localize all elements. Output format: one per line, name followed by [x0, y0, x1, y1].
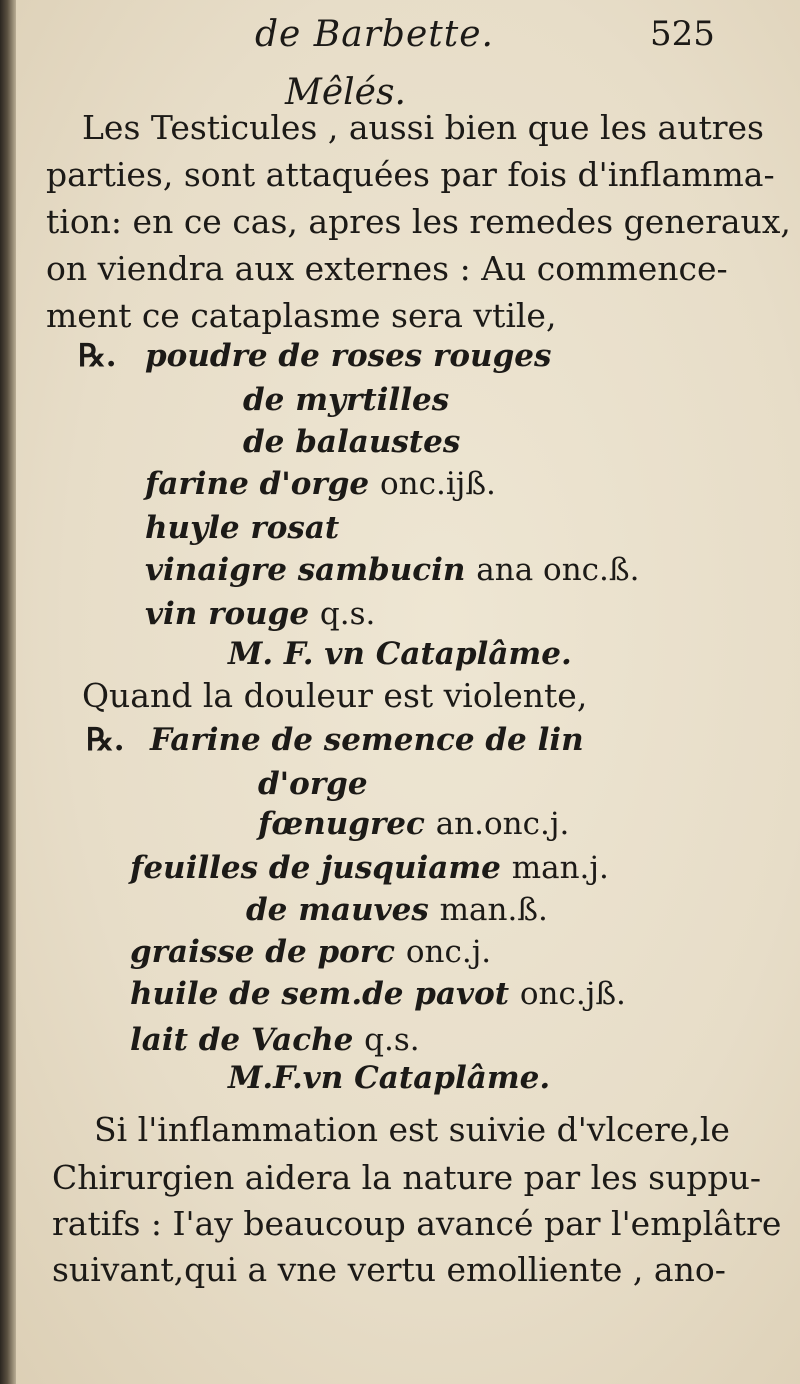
recipe2-closing: M.F.vn Cataplâme. [228, 1060, 551, 1096]
recipe1-symbol: ℞. [78, 338, 117, 374]
page-number: 525 [650, 14, 715, 54]
recipe1-item: huyle rosat [145, 510, 340, 546]
recipe1-item: vin rouge q.s. [145, 596, 376, 632]
intro-line: on viendra aux externes : Au commence- [46, 249, 728, 288]
section-title: Mêlés. [285, 72, 406, 113]
book-spine [0, 0, 16, 1384]
recipe2-item: feuilles de jusquiame man.j. [130, 850, 609, 886]
recipe2-item: fœnugrec an.onc.j. [258, 806, 570, 842]
final-line: suivant,qui a vne vertu emolliente , ano- [52, 1250, 726, 1289]
recipe2-item: d'orge [258, 766, 368, 802]
intro-line: parties, sont attaquées par fois d'inflamma- [46, 155, 775, 194]
final-line: ratifs : I'ay beaucoup avancé par l'emplâtre [52, 1204, 782, 1243]
middle-line: Quand la douleur est violente, [82, 676, 588, 715]
recipe1-item: poudre de roses rouges [145, 338, 552, 374]
running-head: de Barbette. [255, 14, 494, 55]
recipe1-item: vinaigre sambucin ana onc.ß. [145, 552, 640, 588]
final-line: Si l'inflammation est suivie d'vlcere,le [94, 1110, 730, 1149]
intro-line: tion: en ce cas, apres les remedes generaux, [46, 202, 791, 241]
intro-line: Les Testicules , aussi bien que les autres [82, 108, 764, 147]
recipe2-item: graisse de porc onc.j. [130, 934, 492, 970]
recipe1-item: de myrtilles [243, 382, 450, 418]
recipe1-closing: M. F. vn Cataplâme. [228, 636, 572, 672]
recipe2-item: lait de Vache q.s. [130, 1022, 420, 1058]
recipe2-symbol: ℞. [86, 722, 125, 758]
recipe2-item: huile de sem.de pavot onc.jß. [130, 976, 626, 1012]
recipe2-item: de mauves man.ß. [246, 892, 548, 928]
intro-line: ment ce cataplasme sera vtile, [46, 296, 557, 335]
recipe1-item: farine d'orge onc.ijß. [145, 466, 496, 502]
recipe2-item: Farine de semence de lin [150, 722, 584, 758]
recipe1-item: de balaustes [243, 424, 461, 460]
final-line: Chirurgien aidera la nature par les suppu- [52, 1158, 762, 1197]
